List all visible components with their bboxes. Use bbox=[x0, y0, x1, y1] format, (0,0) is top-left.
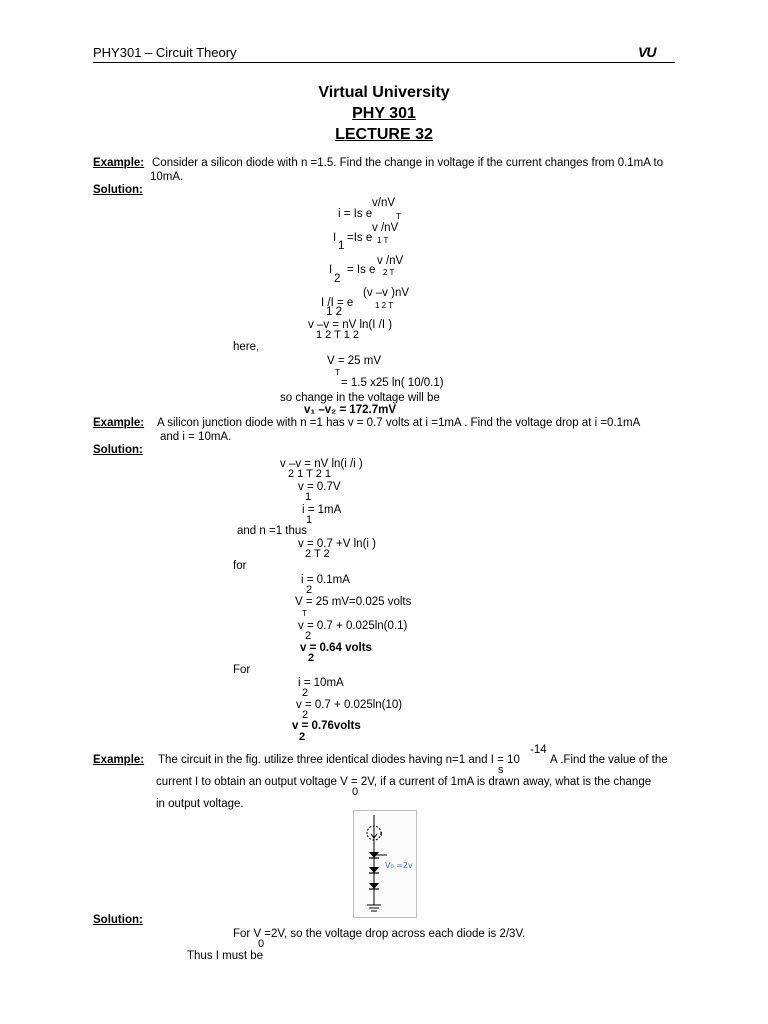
example-3-is-subscript: s bbox=[498, 764, 504, 776]
title-course-text: PHY 301 bbox=[352, 105, 416, 122]
eq1: i = Is e bbox=[338, 208, 373, 220]
ex2-line10: i = 10mA bbox=[298, 677, 344, 689]
title-course bbox=[0, 106, 768, 122]
ex2-for: for bbox=[233, 560, 247, 572]
eq2-superscript: v /nV bbox=[372, 222, 399, 234]
vt-value: V = 25 mV bbox=[327, 355, 382, 367]
ex2-line11-subscript: 2 bbox=[302, 709, 309, 721]
here-text: here, bbox=[233, 341, 260, 353]
eq2: =Is e bbox=[347, 232, 373, 244]
so-change-text: so change in the voltage will be bbox=[280, 392, 440, 404]
example-3-exponent: -14 bbox=[530, 744, 547, 756]
ex2-line6: i = 0.1mA bbox=[301, 574, 350, 586]
example-1-label: Example: bbox=[93, 157, 145, 169]
vu-logo: VU bbox=[638, 44, 656, 60]
diode-circuit-drawing bbox=[354, 811, 416, 917]
ex2-line2: v = 0.7V bbox=[298, 481, 341, 493]
ex2-line5-subscript: 2 T 2 bbox=[305, 548, 330, 560]
eq5: v –v = nV ln(I /I ) bbox=[308, 319, 393, 331]
ex2-line4: and n =1 thus bbox=[237, 525, 308, 537]
header-divider bbox=[93, 62, 675, 63]
eq5-subscript: 1 2 T 1 2 bbox=[316, 329, 360, 341]
solution-1-label: Solution: bbox=[93, 184, 143, 196]
eq3-i-subscript: 2 bbox=[334, 273, 341, 285]
ex2-answer-2-subscript: 2 bbox=[299, 731, 306, 743]
eq3: = Is e bbox=[347, 264, 376, 276]
example-1-question: Consider a silicon diode with n =1.5. Find the change in voltage if the current changes from 0.1mA to bbox=[152, 157, 664, 169]
eq4: I /I = e bbox=[321, 297, 354, 309]
ex2-line6-subscript: 2 bbox=[306, 584, 313, 596]
solution-3-line2: Thus I must be bbox=[187, 950, 264, 962]
eq2-subscript: 1 T bbox=[377, 236, 389, 245]
ex2-line11: v = 0.7 + 0.025ln(10) bbox=[296, 699, 403, 711]
example-3-label: Example: bbox=[93, 754, 145, 766]
example-1-question-cont: 10mA. bbox=[150, 171, 184, 183]
ex2-line8: v = 0.7 + 0.025ln(0.1) bbox=[298, 620, 408, 632]
example-3-question-a: The circuit in the fig. utilize three identical diodes having n=1 and I = 10 bbox=[158, 754, 520, 766]
svg-text:I: I bbox=[381, 832, 383, 838]
example-3-v0-subscript: 0 bbox=[352, 786, 359, 798]
ex2-for-2: For bbox=[233, 664, 251, 676]
eq1-superscript: v/nV bbox=[372, 197, 396, 209]
ex2-answer-1-subscript: 2 bbox=[308, 652, 315, 664]
ex2-line2-subscript: 1 bbox=[305, 491, 312, 503]
ex2-line3-subscript: 1 bbox=[306, 514, 313, 526]
ex2-answer-1: v = 0.64 volts bbox=[300, 642, 372, 654]
title-lecture-text: LECTURE 32 bbox=[335, 126, 433, 143]
eq4-subscript-right: 1 2 T bbox=[375, 301, 394, 310]
solution-2-label: Solution: bbox=[93, 444, 143, 456]
solution-3-line1: For V =2V, so the voltage drop across each diode is 2/3V. bbox=[233, 928, 526, 940]
ex2-line1: v –v = nV ln(i /i ) bbox=[280, 458, 363, 470]
example-2-label: Example: bbox=[93, 417, 145, 429]
answer-1: v₁ –v₂ = 172.7mV bbox=[304, 404, 397, 416]
solution-3-label: Solution: bbox=[93, 914, 143, 926]
example-3-question-2: current I to obtain an output voltage V = 2V, if a current of 1mA is drawn away, what is the change bbox=[156, 776, 652, 788]
ex2-line5: v = 0.7 +V ln(i ) bbox=[298, 538, 376, 550]
solution-3-v0-subscript: 0 bbox=[258, 938, 265, 950]
example-3-question-3: in output voltage. bbox=[156, 798, 244, 810]
calc-line: = 1.5 x25 ln( 10/0.1) bbox=[341, 377, 444, 389]
ex2-line7: V = 25 mV=0.025 volts bbox=[295, 596, 412, 608]
title-university: Virtual University bbox=[318, 84, 450, 101]
ex2-line3: i = 1mA bbox=[302, 504, 342, 516]
vt-subscript: T bbox=[335, 368, 340, 377]
ex2-line7-subscript: T bbox=[302, 609, 307, 618]
ex2-line8-subscript: 2 bbox=[305, 630, 312, 642]
eq3-subscript: 2 T bbox=[383, 268, 395, 277]
diode-circuit-figure bbox=[353, 810, 417, 918]
ex2-line1-subscript: 2 1 T 2 1 bbox=[288, 468, 332, 480]
eq4-superscript: (v –v )nV bbox=[363, 287, 410, 299]
eq1-subscript: T bbox=[396, 212, 401, 221]
eq4-subscript-left: 1 2 bbox=[326, 306, 342, 318]
example-3-question-b: A .Find the value of the bbox=[550, 754, 668, 766]
figure-output-label: V₀ =2v bbox=[385, 861, 413, 870]
title-lecture bbox=[0, 127, 768, 143]
header-course: PHY301 – Circuit Theory bbox=[93, 45, 237, 60]
eq3-superscript: v /nV bbox=[377, 255, 404, 267]
eq2-i: I bbox=[333, 232, 337, 244]
example-2-question-cont: and i = 10mA. bbox=[160, 431, 232, 443]
eq3-i: I bbox=[329, 264, 333, 276]
ex2-answer-2: v = 0.76volts bbox=[292, 720, 361, 732]
ex2-line10-subscript: 2 bbox=[302, 687, 309, 699]
example-2-question: A silicon junction diode with n =1 has v = 0.7 volts at i =1mA . Find the voltage drop at i =0.1mA bbox=[157, 417, 641, 429]
eq2-i-subscript: 1 bbox=[338, 240, 345, 252]
